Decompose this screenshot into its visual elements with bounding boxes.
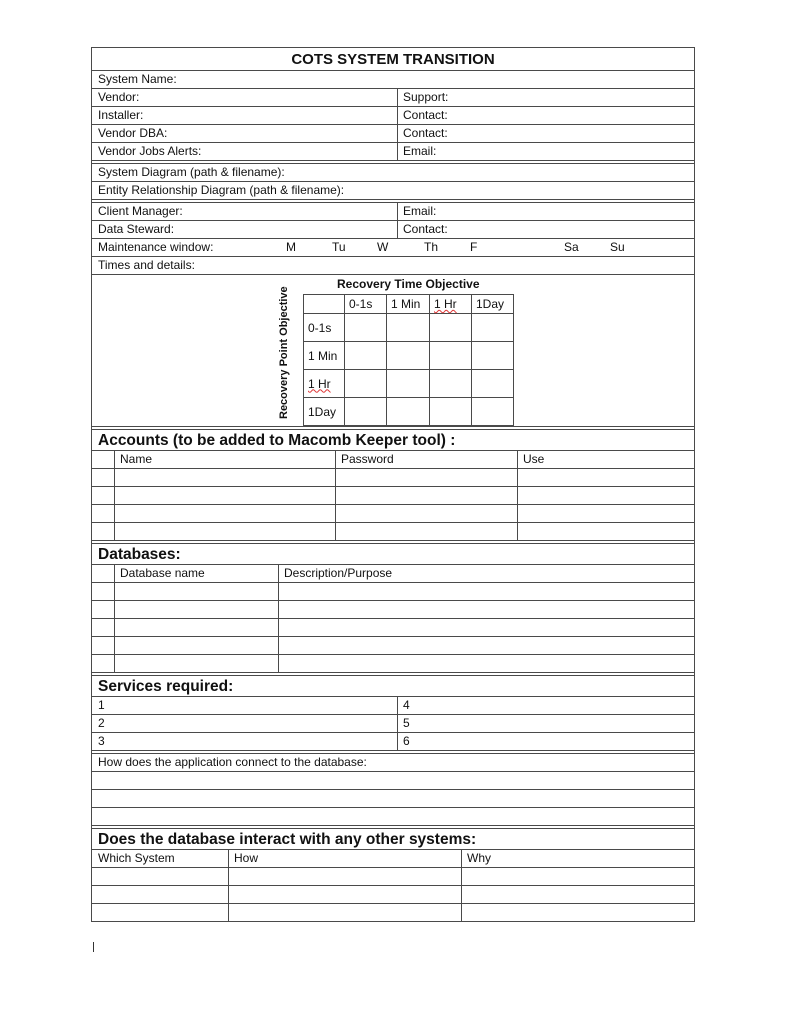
times-details-row[interactable] [91, 257, 695, 275]
day-thursday[interactable]: Th [424, 240, 439, 254]
service-number: 5 [403, 716, 410, 730]
system-name-label: System Name: [98, 72, 177, 86]
maintenance-window-label: Maintenance window: [98, 240, 214, 254]
day-friday[interactable]: F [470, 240, 478, 254]
vendor-jobs-alerts-row[interactable] [91, 143, 695, 161]
connect-answer-line[interactable] [91, 772, 695, 790]
accounts-title: Accounts (to be added to Macomb Keeper tool) : [91, 430, 695, 451]
rpo-row [304, 342, 514, 370]
matrix-cell[interactable] [345, 342, 387, 370]
matrix-cell[interactable] [472, 314, 514, 342]
connect-answer-line[interactable] [91, 808, 695, 826]
interactions-header-row [91, 850, 695, 868]
connect-question-label: How does the application connect to the database: [98, 755, 367, 769]
interactions-col-why: Why [467, 851, 491, 865]
rpo-row-label-text: 1 Hr [308, 376, 331, 391]
day-monday[interactable]: M [286, 240, 296, 254]
interaction-row[interactable] [91, 868, 695, 886]
service-number: 2 [98, 716, 105, 730]
matrix-cell[interactable] [430, 370, 472, 398]
rto-col-1min: 1 Min [387, 295, 430, 314]
support-label: Support: [403, 90, 449, 104]
recovery-objectives-section [91, 275, 695, 427]
service-number: 4 [403, 698, 410, 712]
databases-header-row [91, 565, 695, 583]
rpo-row [304, 314, 514, 342]
accounts-header-row [91, 451, 695, 469]
matrix-cell[interactable] [472, 342, 514, 370]
vendor-jobs-alerts-label: Vendor Jobs Alerts: [98, 144, 202, 158]
matrix-cell[interactable] [472, 370, 514, 398]
matrix-cell[interactable] [387, 398, 430, 426]
account-row[interactable] [91, 505, 695, 523]
vendor-dba-label: Vendor DBA: [98, 126, 168, 140]
service-row[interactable] [91, 715, 695, 733]
service-row[interactable] [91, 733, 695, 751]
form-title: COTS SYSTEM TRANSITION [91, 47, 695, 71]
rto-header-row [304, 295, 514, 314]
erd-row[interactable] [91, 182, 695, 200]
matrix-cell[interactable] [430, 314, 472, 342]
database-row[interactable] [91, 637, 695, 655]
matrix-cell[interactable] [430, 398, 472, 426]
rpo-row-label: 1 Min [304, 342, 345, 370]
databases-title: Databases: [91, 544, 695, 565]
connect-question-row [91, 754, 695, 772]
rpo-row [304, 370, 514, 398]
rto-col-0-1s: 0-1s [345, 295, 387, 314]
client-manager-label: Client Manager: [98, 204, 183, 218]
vendor-row[interactable] [91, 89, 695, 107]
installer-contact-label: Contact: [403, 108, 448, 122]
rto-col-1hr-label: 1 Hr [434, 297, 457, 311]
rpo-title: Recovery Point Objective [278, 286, 290, 419]
rto-title: Recovery Time Objective [337, 277, 480, 291]
interactions-col-system: Which System [98, 851, 175, 865]
interaction-row[interactable] [91, 904, 695, 922]
account-row[interactable] [91, 523, 695, 541]
rto-corner-cell [304, 295, 345, 314]
rto-col-1hr [430, 295, 472, 314]
service-number: 6 [403, 734, 410, 748]
rpo-row-label: 1Day [304, 398, 345, 426]
system-diagram-label: System Diagram (path & filename): [98, 165, 285, 179]
client-email-label: Email: [403, 204, 437, 218]
database-row[interactable] [91, 601, 695, 619]
account-row[interactable] [91, 469, 695, 487]
connect-answer-line[interactable] [91, 790, 695, 808]
data-steward-label: Data Steward: [98, 222, 175, 236]
data-steward-row[interactable] [91, 221, 695, 239]
vendor-dba-row[interactable] [91, 125, 695, 143]
rpo-row-label: 0-1s [304, 314, 345, 342]
day-sunday[interactable]: Su [610, 240, 625, 254]
accounts-col-use: Use [523, 452, 545, 466]
vendor-dba-contact-label: Contact: [403, 126, 448, 140]
accounts-col-password: Password [341, 452, 394, 466]
data-steward-contact-label: Contact: [403, 222, 448, 236]
account-row[interactable] [91, 487, 695, 505]
rpo-row [304, 398, 514, 426]
matrix-cell[interactable] [472, 398, 514, 426]
day-wednesday[interactable]: W [377, 240, 389, 254]
services-title: Services required: [91, 676, 695, 697]
matrix-cell[interactable] [387, 370, 430, 398]
matrix-cell[interactable] [430, 342, 472, 370]
rpo-row-label [304, 370, 345, 398]
installer-row[interactable] [91, 107, 695, 125]
matrix-cell[interactable] [345, 398, 387, 426]
database-row[interactable] [91, 655, 695, 673]
times-details-label: Times and details: [98, 258, 195, 272]
installer-label: Installer: [98, 108, 144, 122]
day-saturday[interactable]: Sa [564, 240, 579, 254]
matrix-cell[interactable] [345, 370, 387, 398]
rto-col-1day: 1Day [472, 295, 514, 314]
text-cursor [93, 942, 94, 952]
maintenance-window-row[interactable] [91, 239, 695, 257]
matrix-cell[interactable] [387, 342, 430, 370]
interactions-col-how: How [234, 851, 259, 865]
client-manager-row[interactable] [91, 203, 695, 221]
accounts-col-name: Name [120, 452, 153, 466]
service-number: 1 [98, 698, 105, 712]
matrix-cell[interactable] [387, 314, 430, 342]
databases-col-name: Database name [120, 566, 205, 580]
cots-form [91, 47, 695, 922]
service-row[interactable] [91, 697, 695, 715]
databases-col-description: Description/Purpose [284, 566, 393, 580]
erd-label: Entity Relationship Diagram (path & filename): [98, 183, 345, 197]
alerts-email-label: Email: [403, 144, 437, 158]
system-name-row[interactable] [91, 71, 695, 89]
interaction-row[interactable] [91, 886, 695, 904]
matrix-cell[interactable] [345, 314, 387, 342]
recovery-matrix [303, 294, 514, 426]
database-row[interactable] [91, 583, 695, 601]
interactions-title: Does the database interact with any other systems: [91, 829, 695, 850]
database-row[interactable] [91, 619, 695, 637]
service-number: 3 [98, 734, 105, 748]
system-diagram-row[interactable] [91, 164, 695, 182]
vendor-label: Vendor: [98, 90, 140, 104]
day-tuesday[interactable]: Tu [332, 240, 346, 254]
